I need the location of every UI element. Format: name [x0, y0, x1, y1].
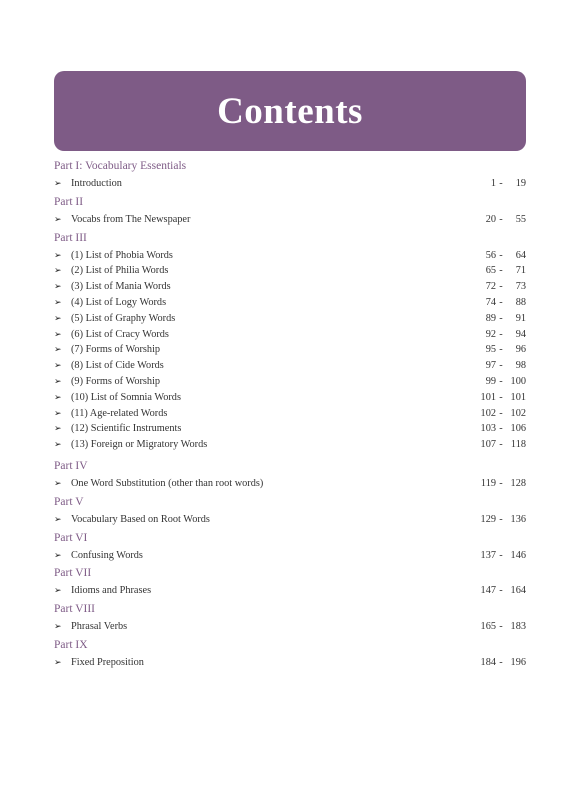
- page-end: 164: [510, 585, 526, 597]
- toc-entry[interactable]: [54, 583, 526, 599]
- toc-part: [54, 228, 526, 453]
- page-start: 102: [480, 407, 496, 419]
- page-start: 1: [490, 178, 496, 189]
- arrow-bullet-icon: ➢: [54, 585, 62, 596]
- page-start: 119: [480, 477, 496, 489]
- page-range-dash: -: [499, 360, 503, 372]
- toc-entry[interactable]: [54, 374, 526, 390]
- toc-part: [54, 635, 526, 671]
- arrow-bullet-icon: ➢: [54, 621, 62, 632]
- arrow-bullet-icon: ➢: [54, 391, 62, 402]
- toc-part: [54, 528, 526, 564]
- entry-title: (5) List of Graphy Words: [71, 312, 176, 324]
- page-start: 95: [485, 344, 496, 356]
- arrow-bullet-icon: ➢: [54, 407, 62, 418]
- page-range-dash: -: [499, 423, 503, 435]
- entry-title: (6) List of Cracy Words: [71, 328, 169, 340]
- arrow-bullet-icon: ➢: [54, 296, 62, 307]
- entry-title: (8) List of Cide Words: [71, 360, 164, 372]
- page-end: 101: [510, 391, 526, 403]
- page-range-dash: -: [499, 477, 503, 489]
- page-end: 55: [515, 213, 526, 225]
- page-start: 137: [480, 549, 496, 561]
- page-end: 128: [510, 477, 526, 489]
- toc-entry[interactable]: [54, 655, 526, 671]
- part-heading: Part III: [54, 231, 87, 244]
- entry-title: Confusing Words: [71, 549, 143, 561]
- toc-entry[interactable]: [54, 512, 526, 528]
- page-range-dash: -: [499, 621, 503, 633]
- page-start: 74: [485, 296, 496, 308]
- page-range-dash: -: [499, 391, 503, 403]
- page-end: 64: [515, 249, 526, 261]
- page-end: 91: [515, 312, 526, 324]
- page-start: 101: [480, 391, 496, 403]
- toc-entry[interactable]: [54, 358, 526, 374]
- page-start: 184: [480, 656, 496, 668]
- page-end: 88: [515, 296, 526, 308]
- page-end: 106: [510, 423, 526, 435]
- toc-part: [54, 563, 526, 599]
- page-start: 89: [485, 312, 496, 324]
- entry-title: (2) List of Philia Words: [71, 265, 169, 277]
- page-end: 196: [510, 656, 526, 668]
- toc-part: [54, 599, 526, 635]
- entry-title: (4) List of Logy Words: [71, 296, 167, 308]
- toc-entry[interactable]: [54, 342, 526, 358]
- page-start: 147: [480, 585, 496, 597]
- page-start: 20: [485, 213, 496, 225]
- arrow-bullet-icon: ➢: [54, 265, 62, 276]
- toc-entry[interactable]: [54, 548, 526, 564]
- page-start: 72: [485, 281, 496, 293]
- page-start: 56: [485, 249, 496, 261]
- page-end: 136: [510, 513, 526, 525]
- part-heading: Part VIII: [54, 603, 95, 616]
- page-end: 146: [510, 549, 526, 561]
- toc-entry[interactable]: [54, 295, 526, 311]
- toc-entry[interactable]: [54, 406, 526, 422]
- arrow-bullet-icon: ➢: [54, 513, 62, 524]
- page-title: Contents: [217, 90, 363, 132]
- part-heading: Part I: Vocabulary Essentials: [54, 160, 187, 172]
- page-range-dash: -: [499, 249, 503, 261]
- entry-title: Introduction: [71, 178, 122, 189]
- page-range-dash: -: [499, 178, 503, 189]
- part-heading: Part IV: [54, 459, 88, 472]
- entry-title: Vocabulary Based on Root Words: [71, 513, 210, 525]
- page-start: 65: [485, 265, 496, 277]
- toc-entry[interactable]: [54, 263, 526, 279]
- arrow-bullet-icon: ➢: [54, 312, 62, 323]
- entry-title: (7) Forms of Worship: [71, 344, 161, 356]
- toc-part: [54, 492, 526, 528]
- toc-part: [54, 456, 526, 492]
- page-end: 71: [515, 265, 526, 277]
- arrow-bullet-icon: ➢: [54, 439, 62, 450]
- part-heading: Part VI: [54, 531, 88, 544]
- toc-entry[interactable]: [54, 619, 526, 635]
- entry-title: (3) List of Mania Words: [71, 281, 171, 293]
- entry-title: (13) Foreign or Migratory Words: [71, 439, 208, 451]
- page-end: 100: [510, 375, 526, 387]
- page-end: 73: [515, 281, 526, 293]
- page-end: 118: [510, 439, 526, 451]
- page-start: 107: [480, 439, 496, 451]
- entry-title: Idioms and Phrases: [71, 585, 152, 597]
- page-end: 19: [515, 178, 526, 189]
- arrow-bullet-icon: ➢: [54, 344, 62, 355]
- page-range-dash: -: [499, 656, 503, 668]
- toc-entry[interactable]: [54, 279, 526, 295]
- toc-entry[interactable]: [54, 421, 526, 437]
- page-start: 92: [485, 328, 496, 340]
- arrow-bullet-icon: ➢: [54, 656, 62, 667]
- entry-title: (9) Forms of Worship: [71, 375, 161, 387]
- toc-entry[interactable]: [54, 437, 526, 453]
- toc-entry[interactable]: [54, 476, 526, 492]
- entry-title: (12) Scientific Instruments: [71, 423, 182, 435]
- arrow-bullet-icon: ➢: [54, 423, 62, 434]
- toc-entry[interactable]: [54, 176, 526, 192]
- toc-entry[interactable]: [54, 212, 526, 228]
- page-end: 102: [510, 407, 526, 419]
- page-start: 103: [480, 423, 496, 435]
- page-range-dash: -: [499, 375, 503, 387]
- table-of-contents: [54, 156, 526, 671]
- entry-title: Fixed Preposition: [71, 656, 144, 668]
- arrow-bullet-icon: ➢: [54, 178, 62, 188]
- page-start: 97: [485, 360, 496, 372]
- toc-entry[interactable]: [54, 327, 526, 343]
- arrow-bullet-icon: ➢: [54, 375, 62, 386]
- toc-part: [54, 156, 526, 192]
- entry-title: (10) List of Somnia Words: [71, 391, 181, 403]
- entry-title: Phrasal Verbs: [71, 621, 128, 633]
- part-heading: Part IX: [54, 638, 88, 651]
- entry-title: (11) Age-related Words: [71, 407, 168, 419]
- page-range-dash: -: [499, 439, 503, 451]
- page-start: 165: [480, 621, 496, 633]
- entry-title: Vocabs from The Newspaper: [71, 213, 191, 225]
- page-range-dash: -: [499, 549, 503, 561]
- entry-title: One Word Substitution (other than root words): [71, 477, 264, 489]
- arrow-bullet-icon: ➢: [54, 328, 62, 339]
- toc-entry[interactable]: [54, 390, 526, 406]
- page-range-dash: -: [499, 312, 503, 324]
- page-end: 96: [515, 344, 526, 356]
- arrow-bullet-icon: ➢: [54, 549, 62, 560]
- toc-part: [54, 192, 526, 228]
- page-range-dash: -: [499, 585, 503, 597]
- arrow-bullet-icon: ➢: [54, 213, 62, 224]
- page-range-dash: -: [499, 296, 503, 308]
- arrow-bullet-icon: ➢: [54, 477, 62, 488]
- part-heading: Part V: [54, 495, 84, 508]
- page-range-dash: -: [499, 344, 503, 356]
- page-end: 98: [515, 360, 526, 372]
- contents-banner: [54, 71, 526, 151]
- page-range-dash: -: [499, 213, 503, 225]
- arrow-bullet-icon: ➢: [54, 249, 62, 260]
- page-range-dash: -: [499, 407, 503, 419]
- page-range-dash: -: [499, 513, 503, 525]
- page-range-dash: -: [499, 281, 503, 293]
- page-range-dash: -: [499, 265, 503, 277]
- page-end: 94: [515, 328, 526, 340]
- entry-title: (1) List of Phobia Words: [71, 249, 173, 261]
- arrow-bullet-icon: ➢: [54, 281, 62, 292]
- arrow-bullet-icon: ➢: [54, 360, 62, 371]
- part-heading: Part VII: [54, 567, 92, 580]
- toc-entry[interactable]: [54, 311, 526, 327]
- page-start: 99: [485, 375, 496, 387]
- page-range-dash: -: [499, 328, 503, 340]
- page-start: 129: [480, 513, 496, 525]
- part-heading: Part II: [54, 195, 84, 208]
- toc-entry[interactable]: [54, 248, 526, 264]
- page-end: 183: [510, 621, 526, 633]
